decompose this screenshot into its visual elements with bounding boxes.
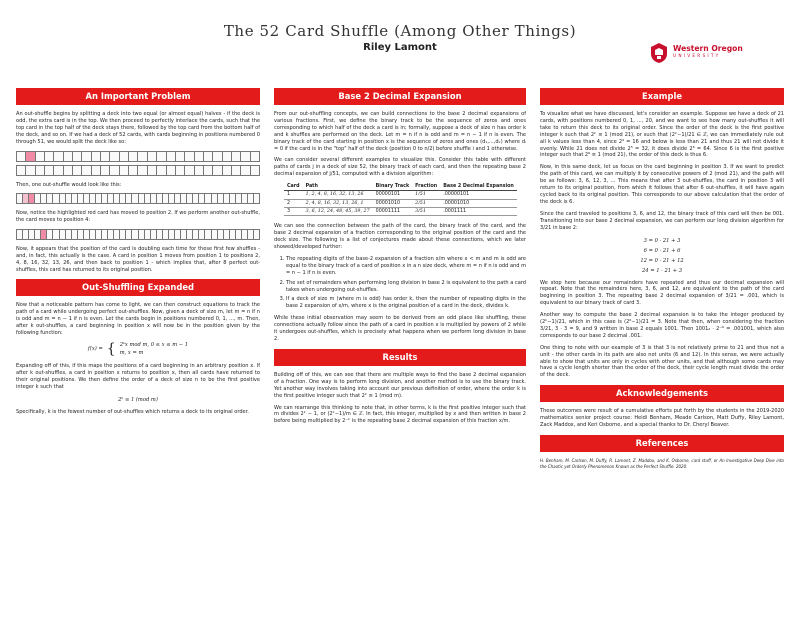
ack-paragraph: These outcomes were result of a cumulative efforts put forth by the students in the 2019-2020 mathematics senior project course: Heidi Benham, Meade Carlson, Matt Duffy, Riley Lamont, Zack Maddox, and Keri Osborne, and a special thanks to Dr. Cheryl Beaver. <box>540 408 784 429</box>
table-cell: 3 <box>284 207 303 215</box>
table-header: Binary Track <box>373 183 413 191</box>
equation-line: 6 = 0 · 21 + 6 <box>643 247 681 254</box>
function-case-2: m, x = m <box>119 350 144 357</box>
column-middle <box>274 88 526 430</box>
section-title-ack: Acknowledgements <box>540 385 784 402</box>
column-right <box>540 88 784 474</box>
expanded-paragraph-3: Specifically, k is the fewest number of out-shuffles which returns a deck to its original order. <box>16 409 249 416</box>
base2-paragraph-2: We can consider several different examples to visualize this. Consider this table with different paths of cards j in a deck of size 52, the binary track of each card, and then the repeating base 2 decimal expansion of j/51, computed with a division algorithm: <box>274 157 526 178</box>
logo-sub: UNIVERSITY <box>673 54 721 59</box>
important-paragraph-3: Now, notice the highlighted red card has moved to position 2. If we perform another out-shuffle, the card moves to position 4: <box>16 210 260 224</box>
section-title-results: Results <box>274 349 526 366</box>
table-cell: 3, 6, 12, 24, 48, 45, 39, 27 <box>303 207 373 215</box>
example-paragraph-6: One thing to note with our example of 3 is that 3 is not relatively prime to 21 and thus not a unit - the other cards in its path are also not units (6 and 12). In this sense, we were actually able to show that units are only in cycles with other units, and that although some cards may have a cycle length shorter than the order of the deck, their cycle length must divide the order of the deck. <box>540 344 784 379</box>
piecewise-function <box>16 341 260 357</box>
base2-paragraph-4: While these initial observation may seem to be derived from an odd place like shuffling, these connections actually follow since the path of a card in position x is multiplied by powers of 2 while it undergoes out-shuffles, which is precisely what happens when we perform long division in base 2. <box>274 315 526 342</box>
function-lhs: f(x) = <box>87 346 103 353</box>
section-title-example: Example <box>540 88 784 105</box>
table-cell: 00001111 <box>373 207 413 215</box>
table-cell: .00000101 <box>440 191 517 199</box>
equation-line: 24 = 1 · 21 + 3 <box>641 267 683 274</box>
table-cell: 00001010 <box>373 199 413 207</box>
university-crest-icon <box>648 42 670 64</box>
table-cell: 1/51 <box>412 191 440 199</box>
column-left <box>16 88 260 421</box>
example-paragraph-5: Another way to compute the base 2 decimal expansion is to take the integer produced by (2ᵏ−1)/21, which in this case is (2⁶−1)/21 = 3. Note that then, when considering the fraction 3/21, 3 · 3 = 9, and 9 written in base 2 equals 1001. Then 1001₂ · 2⁻⁶ = .001001, which also corresponds to our base 2 decimal .001. <box>540 312 784 339</box>
out-shuffle-diagram-1 <box>16 193 260 204</box>
table-cell: 3/51 <box>412 207 440 215</box>
conjecture-list <box>274 256 526 310</box>
long-division-equations <box>540 237 784 275</box>
section-title-expanded: Out-Shuffling Expanded <box>16 279 260 296</box>
equation-line: 12 = 0 · 21 + 12 <box>640 257 684 264</box>
example-paragraph-3: Since the card traveled to positions 3, 6, and 12, the binary track of this card will then be 001. Transitioning into our base 2 decimal expansion, we can perform our long division algorithm for 3/21 in base 2: <box>540 210 784 231</box>
function-case-1: 2ᵏx mod m, 0 ≤ x ≤ m − 1 <box>119 342 189 349</box>
results-paragraph-2: We can rearrange this thinking to note that, in other terms, k is the first positive integer such that m divides 2ᵏ − 1, or (2ᵏ−1)/m ∈ ℤ. In fact, this integer, multiplied by x and then written in base 2 before being multiplied by 2⁻ᵏ is the repeating base 2 decimal expansion of this fraction x/m. <box>274 404 526 425</box>
reference-entry: H. Benham, M. Carlson, M. Duffy, R. Lamont, Z. Maddox, and K. Osborne, card stuff, or An Investigative Deep Dive into the Chaotic yet Orderly Phenomenon Known as the Perfect Shuffle. 2020. <box>540 458 784 469</box>
table-header: Path <box>303 183 373 191</box>
table-cell: .0001111 <box>440 207 517 215</box>
poster-header <box>0 0 800 62</box>
table-row <box>284 207 517 215</box>
table-header: Fraction <box>412 183 440 191</box>
poster-author: Riley Lamont <box>363 42 437 53</box>
important-paragraph-4: Now, it appears that the position of the card is doubling each time for these first few shuffles - and, in fact, this actually is the case. A card in position 1 moves from position 1 to positions 2, 4, 8, 16, 32, 13, 26, and then back to position 1 - which implies that, after 8 perfect out-shuffles, this card has returned to its original position. <box>16 246 260 273</box>
binary-track-table <box>284 183 517 216</box>
important-paragraph-2: Then, one out-shuffle would look like this: <box>16 181 122 188</box>
table-header: Card <box>284 183 303 191</box>
expanded-paragraph-1: Now that a noticeable pattern has come to light, we can then construct equations to track the path of a card while undergoing perfect out-shuffles. Now, given a deck of size m, let m = n if n is odd and m = n − 1 if n is even. Let the cards begin in positions numbered 0, 1, ..., m. Then, after k out-shuffles, a card beginning in position x will now be in the position given by the following function: <box>16 301 260 336</box>
section-title-references: References <box>540 435 784 452</box>
deck-split-diagram <box>16 151 260 162</box>
table-cell: 2/51 <box>412 199 440 207</box>
example-paragraph-4: We stop here because our remainders have repeated and thus our decimal expansion will repeat. Note that the remainders here, 3, 6, and 12, are equivalent to the path of the card beginning in position 3. The repeating base 2 decimal expansion of 3/21 = .001, which is equivalent to our binary track of card 3. <box>540 279 784 307</box>
table-cell: 2, 4, 8, 16, 32, 13, 26, 1 <box>303 199 373 207</box>
list-item: 3. If a deck of size m (where m is odd) has order k, then the number of repeating digits in the base 2 expansion of x/m, where x is the original position of a card in the deck, divides k. <box>286 296 526 310</box>
order-equation: 2ᵏ ≡ 1 (mod m) <box>118 397 158 404</box>
university-logo <box>648 42 758 66</box>
list-item: 2. The set of remainders when performing long division in base 2 is equivalent to the path a card takes when undergoing out-shuffles. <box>286 280 526 294</box>
example-paragraph-2: Now, in this same deck, let us focus on the card beginning in position 3. If we want to predict the path of this card, we can multiply it by consecutive powers of 2 (mod 21), and the path will be as follows: 3, 6, 12, 3, ... This means that after 3 out-shuffles, the card in position 3 will return to its original position, from which it follows that after 6 out-shuffles, it will have again cycled back to its original position. This corresponds to our above calculation that the order of the deck is 6. <box>540 164 784 205</box>
table-cell: 1, 2, 4, 8, 16, 32, 13, 26 <box>303 191 373 199</box>
table-row <box>284 191 517 199</box>
base2-paragraph-1: From our out-shuffling concepts, we can build connections to the base 2 decimal expansions of various fractions. First, we define the binary track to be the sequence of zeros and ones corresponding to which half of the deck a card is in; formally, suppose a deck of size n has order k and k shuffles are performed on the deck. Let m = n if n is odd and m = n − 1 if n is even. The binary track of the card starting in position x is the sequence of zeros and ones (d₁,...,dₖ) where dᵢ = 0 if the card is in the "top" half of the deck (position 0 to n/2) before shuffle i and 1 otherwise. <box>274 111 526 152</box>
equation-line: 3 = 0 · 21 + 3 <box>643 237 681 244</box>
results-paragraph-1: Building off of this, we can see that there are multiple ways to find the base 2 decimal expansion of a fraction. One way is to perform long division, and another method is to use the binary track. Yet another way involves taking into account our previous definition of order, where the order k is the first positive integer such that 2ᵏ ≡ 1 (mod m). <box>274 371 526 399</box>
brace-icon: { <box>106 341 116 358</box>
section-title-important: An Important Problem <box>16 88 260 105</box>
out-shuffle-diagram-2 <box>16 229 260 240</box>
table-header: Base 2 Decimal Expansion <box>440 183 517 191</box>
example-paragraph-1: To visualize what we have discussed, let's consider an example. Suppose we have a deck of 21 cards, with positions numbered 0, 1, ..., 20, and we want to see how many out-shuffles it will take to return this deck to its original order. Since the order of the deck is the first positive integer k such that 2ᵏ ≡ 1 (mod 21), or such that (2ᵏ−1)/21 ∈ ℤ, we can immediately rule out all k values less than 4, since 2⁴ = 16 and below is less than 21 and thus 21 will not divide it evenly. While 21 does not divide 2⁵ = 32, it does divide 2⁶ = 64. Since 6 is the first positive integer such that 2⁶ ≡ 1 (mod 21), the order of this deck is thus 6. <box>540 111 784 159</box>
important-paragraph-1: An out-shuffle begins by splitting a deck into two equal (or almost equal) halves - if the deck is odd, the extra card is in the top. We then proceed to perfectly interlace the cards, such that the top card in the top half of the deck stays there, followed by the top card from the bottom half of the deck, and so on. If we had a deck of 52 cards, with cards beginning in positions numbered 0 through 51, we would split the deck like so: <box>16 111 260 145</box>
logo-name: Western Oregon <box>673 44 743 53</box>
section-title-base2: Base 2 Decimal Expansion <box>274 88 526 105</box>
table-row <box>284 199 517 207</box>
expanded-paragraph-2: Expanding off of this, if this maps the positions of a card beginning in an arbitrary position x. If after k out-shuffles, a card in position x returns to position x, then all cards have returned to their original positions. We then define the order of a deck of size n to be the first positive integer k such that <box>16 363 260 391</box>
poster-title: The 52 Card Shuffle (Among Other Things) <box>223 22 577 40</box>
list-item: 1. The repeating digits of the base-2 expansion of a fraction x/m where x < m and m is odd are equal to the binary track of a card of position x in a n size deck, where m = n if n is odd and m = n − 1 if n is even. <box>286 256 526 277</box>
table-cell: 2 <box>284 199 303 207</box>
base2-paragraph-3: We can see the connection between the path of the card, the binary track of the card, and the base 2 decimal expansion of a fraction corresponding to the original position of the card and the deck size. The following is a list of conjectures made about these connections, which we later showed/developed further: <box>274 223 526 250</box>
table-cell: 00000101 <box>373 191 413 199</box>
deck-split-diagram-bottom <box>16 165 260 176</box>
table-cell: 1 <box>284 191 303 199</box>
table-cell: .00001010 <box>440 199 517 207</box>
